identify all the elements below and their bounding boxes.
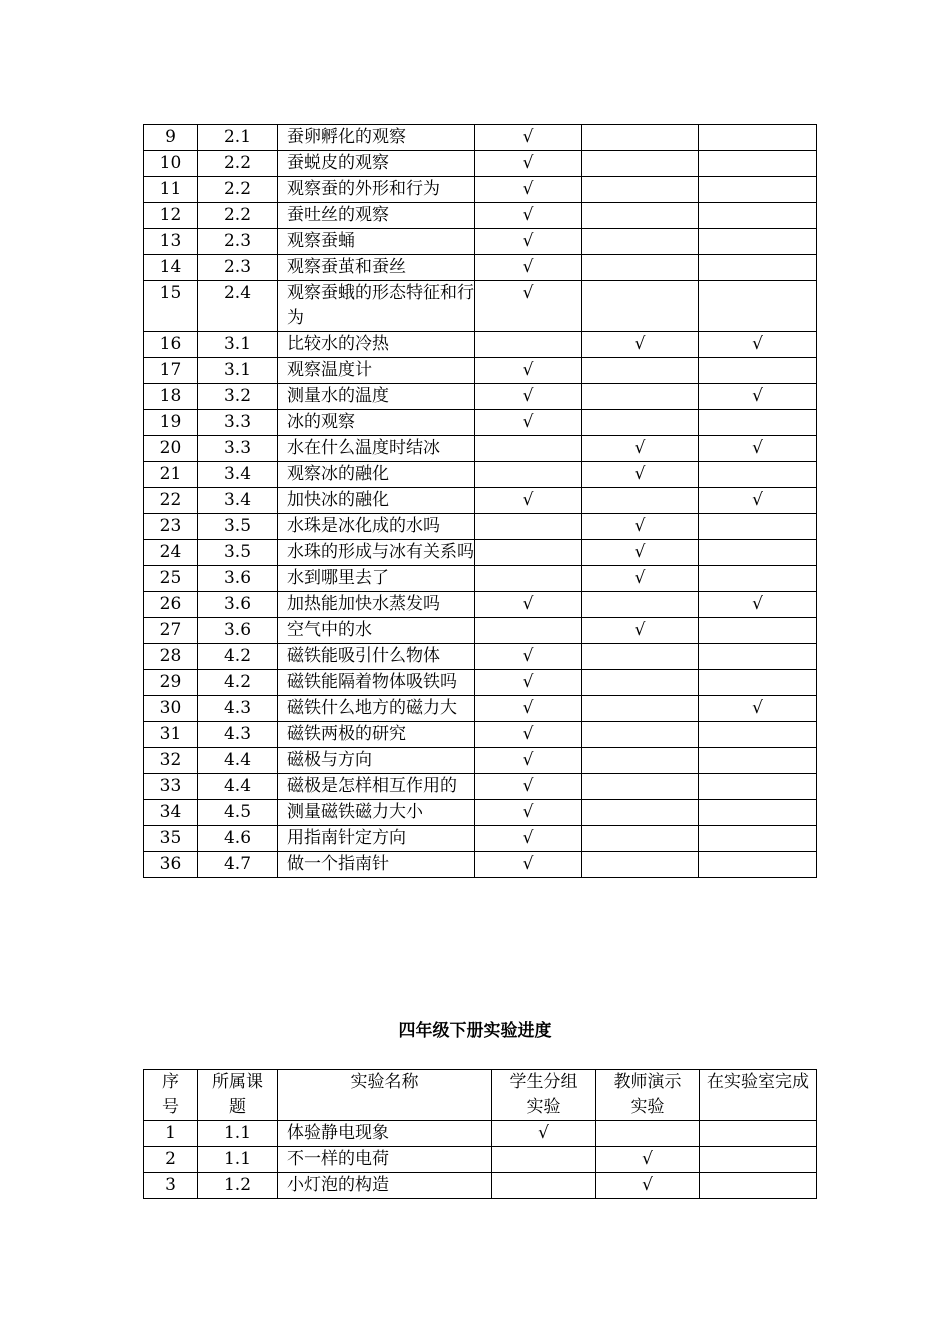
table-row: [144, 255, 817, 281]
row-experiment-name: 磁铁能吸引什么物体: [278, 644, 475, 670]
row-number: 32: [144, 748, 198, 774]
row-lab-check: [699, 540, 817, 566]
row-unit: 3.4: [198, 488, 278, 514]
row-unit: 1.2: [198, 1173, 278, 1199]
row-student-group-check: √: [475, 151, 582, 177]
row-teacher-demo-check: [582, 255, 699, 281]
row-student-group-check: √: [475, 748, 582, 774]
row-teacher-demo-check: [582, 177, 699, 203]
row-lab-check: √: [699, 592, 817, 618]
table-row: [144, 748, 817, 774]
row-number: 10: [144, 151, 198, 177]
table-row: [144, 644, 817, 670]
table-row: [144, 722, 817, 748]
row-lab-check: [699, 722, 817, 748]
row-number: 21: [144, 462, 198, 488]
row-student-group-check: √: [475, 488, 582, 514]
row-student-group-check: √: [475, 410, 582, 436]
row-student-group-check: √: [475, 644, 582, 670]
row-number: 20: [144, 436, 198, 462]
row-teacher-demo-check: [582, 410, 699, 436]
table-row: [144, 514, 817, 540]
table-row: [144, 1121, 817, 1147]
experiment-table-grade4-second-semester: [143, 1069, 817, 1199]
table-row: [144, 1147, 817, 1173]
row-experiment-name: 蚕卵孵化的观察: [278, 125, 475, 151]
row-lab-check: [699, 670, 817, 696]
row-experiment-name: 磁铁什么地方的磁力大: [278, 696, 475, 722]
table-row: [144, 125, 817, 151]
header-unit: 所属课题: [198, 1070, 278, 1121]
row-student-group-check: [475, 436, 582, 462]
table-row: [144, 203, 817, 229]
row-lab-check: [699, 462, 817, 488]
row-student-group-check: [475, 618, 582, 644]
table-row: [144, 462, 817, 488]
row-student-group-check: √: [475, 384, 582, 410]
row-unit: 3.6: [198, 566, 278, 592]
table-row: [144, 618, 817, 644]
row-experiment-name: 磁铁能隔着物体吸铁吗: [278, 670, 475, 696]
experiment-table-body: [144, 1121, 817, 1199]
row-experiment-name: 观察冰的融化: [278, 462, 475, 488]
row-unit: 3.3: [198, 436, 278, 462]
row-student-group-check: √: [475, 774, 582, 800]
row-unit: 2.1: [198, 125, 278, 151]
row-teacher-demo-check: √: [582, 618, 699, 644]
row-student-group-check: √: [475, 852, 582, 878]
row-number: 3: [144, 1173, 198, 1199]
row-teacher-demo-check: √: [596, 1147, 700, 1173]
row-experiment-name: 磁极是怎样相互作用的: [278, 774, 475, 800]
table-row: [144, 281, 817, 332]
row-experiment-name: 冰的观察: [278, 410, 475, 436]
row-student-group-check: [475, 462, 582, 488]
row-student-group-check: √: [475, 592, 582, 618]
row-number: 12: [144, 203, 198, 229]
row-student-group-check: √: [475, 722, 582, 748]
row-number: 34: [144, 800, 198, 826]
row-teacher-demo-check: [582, 800, 699, 826]
row-student-group-check: √: [475, 281, 582, 332]
header-lab: 在实验室完成: [700, 1070, 817, 1121]
table-row: [144, 826, 817, 852]
row-student-group-check: √: [475, 800, 582, 826]
header-row: [144, 1070, 817, 1121]
row-teacher-demo-check: [582, 696, 699, 722]
row-student-group-check: √: [492, 1121, 596, 1147]
table-row: [144, 774, 817, 800]
row-teacher-demo-check: [582, 722, 699, 748]
row-number: 18: [144, 384, 198, 410]
row-experiment-name: 磁极与方向: [278, 748, 475, 774]
row-number: 14: [144, 255, 198, 281]
row-experiment-name: 水珠是冰化成的水吗: [278, 514, 475, 540]
row-unit: 4.4: [198, 774, 278, 800]
row-lab-check: [699, 826, 817, 852]
row-experiment-name: 加热能加快水蒸发吗: [278, 592, 475, 618]
header-teacher-demo: 教师演示实验: [596, 1070, 700, 1121]
row-teacher-demo-check: [582, 774, 699, 800]
row-number: 13: [144, 229, 198, 255]
row-lab-check: √: [699, 332, 817, 358]
row-unit: 3.1: [198, 332, 278, 358]
row-lab-check: [699, 358, 817, 384]
row-experiment-name: 水到哪里去了: [278, 566, 475, 592]
row-number: 24: [144, 540, 198, 566]
row-unit: 3.6: [198, 592, 278, 618]
row-student-group-check: √: [475, 229, 582, 255]
row-number: 36: [144, 852, 198, 878]
table-row: [144, 852, 817, 878]
row-lab-check: [699, 514, 817, 540]
table-row: [144, 566, 817, 592]
row-teacher-demo-check: [582, 852, 699, 878]
row-teacher-demo-check: [596, 1121, 700, 1147]
row-teacher-demo-check: [582, 592, 699, 618]
row-lab-check: [699, 125, 817, 151]
row-teacher-demo-check: [582, 151, 699, 177]
row-lab-check: [700, 1121, 817, 1147]
row-number: 28: [144, 644, 198, 670]
row-unit: 4.6: [198, 826, 278, 852]
row-unit: 4.4: [198, 748, 278, 774]
row-teacher-demo-check: [582, 358, 699, 384]
row-lab-check: [699, 800, 817, 826]
row-lab-check: [699, 281, 817, 332]
row-lab-check: √: [699, 488, 817, 514]
row-experiment-name: 比较水的冷热: [278, 332, 475, 358]
row-lab-check: √: [699, 696, 817, 722]
row-unit: 3.5: [198, 514, 278, 540]
table-row: [144, 151, 817, 177]
table-row: [144, 177, 817, 203]
row-number: 31: [144, 722, 198, 748]
row-unit: 3.6: [198, 618, 278, 644]
table-row: [144, 592, 817, 618]
row-student-group-check: [492, 1173, 596, 1199]
row-teacher-demo-check: √: [582, 332, 699, 358]
row-lab-check: [699, 748, 817, 774]
row-number: 27: [144, 618, 198, 644]
row-experiment-name: 空气中的水: [278, 618, 475, 644]
experiment-table-body: [144, 125, 817, 878]
row-lab-check: [700, 1173, 817, 1199]
row-unit: 4.5: [198, 800, 278, 826]
table-row: [144, 670, 817, 696]
row-experiment-name: 磁铁两极的研究: [278, 722, 475, 748]
row-number: 16: [144, 332, 198, 358]
table-row: [144, 229, 817, 255]
table-row: [144, 384, 817, 410]
row-unit: 1.1: [198, 1147, 278, 1173]
row-number: 15: [144, 281, 198, 332]
row-teacher-demo-check: √: [582, 514, 699, 540]
row-student-group-check: [475, 514, 582, 540]
table-row: [144, 488, 817, 514]
header-name: 实验名称: [278, 1070, 492, 1121]
row-lab-check: [699, 774, 817, 800]
row-lab-check: [699, 410, 817, 436]
row-teacher-demo-check: √: [582, 436, 699, 462]
row-student-group-check: [475, 540, 582, 566]
row-lab-check: √: [699, 436, 817, 462]
row-unit: 2.3: [198, 229, 278, 255]
row-student-group-check: √: [475, 203, 582, 229]
row-lab-check: [699, 203, 817, 229]
row-unit: 3.3: [198, 410, 278, 436]
row-lab-check: [699, 255, 817, 281]
row-teacher-demo-check: √: [596, 1173, 700, 1199]
row-experiment-name: 观察蚕的外形和行为: [278, 177, 475, 203]
row-teacher-demo-check: √: [582, 462, 699, 488]
row-unit: 2.3: [198, 255, 278, 281]
header-no: 序号: [144, 1070, 198, 1121]
row-teacher-demo-check: [582, 826, 699, 852]
row-lab-check: [700, 1147, 817, 1173]
table-row: [144, 358, 817, 384]
row-lab-check: [699, 151, 817, 177]
row-unit: 3.1: [198, 358, 278, 384]
row-teacher-demo-check: [582, 203, 699, 229]
row-experiment-name: 水在什么温度时结冰: [278, 436, 475, 462]
row-experiment-name: 加快冰的融化: [278, 488, 475, 514]
row-experiment-name: 观察蚕蛾的形态特征和行为: [278, 281, 475, 332]
table-row: [144, 436, 817, 462]
row-student-group-check: √: [475, 177, 582, 203]
row-unit: 4.7: [198, 852, 278, 878]
row-teacher-demo-check: [582, 229, 699, 255]
row-number: 17: [144, 358, 198, 384]
table-row: [144, 540, 817, 566]
row-teacher-demo-check: [582, 488, 699, 514]
row-number: 35: [144, 826, 198, 852]
table-header: [144, 1070, 817, 1121]
row-unit: 2.2: [198, 151, 278, 177]
row-unit: 3.4: [198, 462, 278, 488]
row-lab-check: [699, 618, 817, 644]
table-row: [144, 1173, 817, 1199]
row-experiment-name: 不一样的电荷: [278, 1147, 492, 1173]
row-unit: 4.3: [198, 696, 278, 722]
row-teacher-demo-check: [582, 748, 699, 774]
row-number: 19: [144, 410, 198, 436]
row-number: 11: [144, 177, 198, 203]
row-experiment-name: 体验静电现象: [278, 1121, 492, 1147]
row-unit: 2.4: [198, 281, 278, 332]
row-number: 29: [144, 670, 198, 696]
row-lab-check: [699, 177, 817, 203]
row-number: 22: [144, 488, 198, 514]
row-experiment-name: 用指南针定方向: [278, 826, 475, 852]
table-row: [144, 696, 817, 722]
row-lab-check: [699, 852, 817, 878]
row-number: 23: [144, 514, 198, 540]
table-row: [144, 410, 817, 436]
row-student-group-check: [475, 566, 582, 592]
row-unit: 3.2: [198, 384, 278, 410]
row-student-group-check: √: [475, 696, 582, 722]
row-unit: 3.5: [198, 540, 278, 566]
row-student-group-check: √: [475, 670, 582, 696]
row-number: 1: [144, 1121, 198, 1147]
row-number: 2: [144, 1147, 198, 1173]
row-experiment-name: 水珠的形成与冰有关系吗: [278, 540, 475, 566]
row-experiment-name: 测量磁铁磁力大小: [278, 800, 475, 826]
row-number: 9: [144, 125, 198, 151]
row-unit: 1.1: [198, 1121, 278, 1147]
header-student-group: 学生分组实验: [492, 1070, 596, 1121]
row-teacher-demo-check: [582, 384, 699, 410]
row-teacher-demo-check: [582, 125, 699, 151]
row-student-group-check: √: [475, 255, 582, 281]
row-student-group-check: √: [475, 826, 582, 852]
row-unit: 4.2: [198, 670, 278, 696]
row-experiment-name: 测量水的温度: [278, 384, 475, 410]
row-experiment-name: 做一个指南针: [278, 852, 475, 878]
row-unit: 2.2: [198, 177, 278, 203]
row-lab-check: [699, 229, 817, 255]
row-unit: 4.3: [198, 722, 278, 748]
row-experiment-name: 小灯泡的构造: [278, 1173, 492, 1199]
row-student-group-check: √: [475, 358, 582, 384]
row-unit: 2.2: [198, 203, 278, 229]
row-student-group-check: [492, 1147, 596, 1173]
row-experiment-name: 蚕蜕皮的观察: [278, 151, 475, 177]
row-unit: 4.2: [198, 644, 278, 670]
experiment-table-grade4-continued: [143, 124, 817, 878]
row-teacher-demo-check: √: [582, 566, 699, 592]
row-number: 33: [144, 774, 198, 800]
table-row: [144, 800, 817, 826]
row-experiment-name: 观察温度计: [278, 358, 475, 384]
row-teacher-demo-check: [582, 281, 699, 332]
row-number: 30: [144, 696, 198, 722]
row-teacher-demo-check: [582, 670, 699, 696]
row-experiment-name: 蚕吐丝的观察: [278, 203, 475, 229]
row-lab-check: [699, 644, 817, 670]
row-number: 26: [144, 592, 198, 618]
row-student-group-check: √: [475, 125, 582, 151]
row-teacher-demo-check: [582, 644, 699, 670]
row-experiment-name: 观察蚕茧和蚕丝: [278, 255, 475, 281]
row-lab-check: √: [699, 384, 817, 410]
section-title: 四年级下册实验进度: [398, 1021, 552, 1041]
row-lab-check: [699, 566, 817, 592]
row-number: 25: [144, 566, 198, 592]
row-teacher-demo-check: √: [582, 540, 699, 566]
row-experiment-name: 观察蚕蛹: [278, 229, 475, 255]
row-student-group-check: [475, 332, 582, 358]
table-row: [144, 332, 817, 358]
